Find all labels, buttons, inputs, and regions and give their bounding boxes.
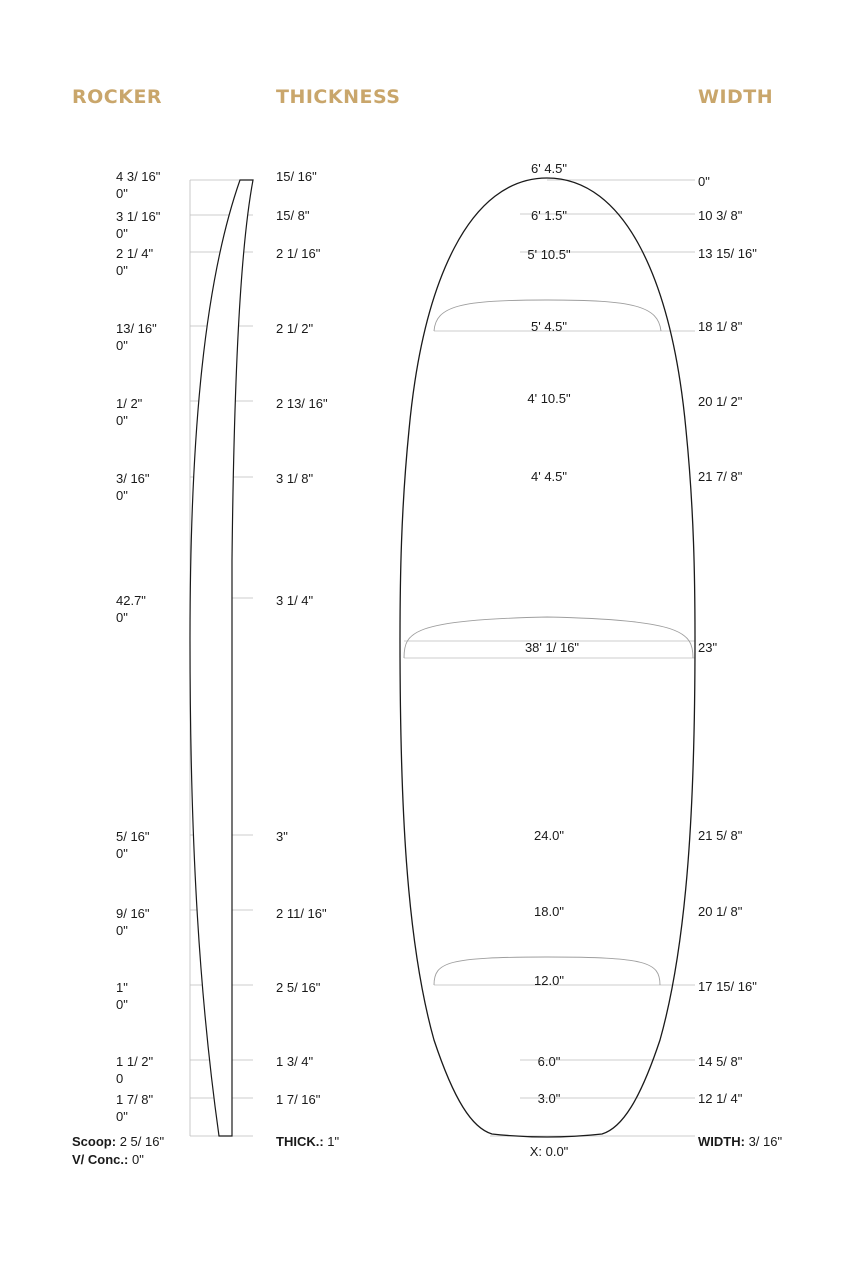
width-label: 13 15/ 16": [698, 246, 757, 261]
rocker-label: 3/ 16" 0": [116, 471, 150, 503]
station-label: 18.0": [534, 904, 564, 919]
width-heading: WIDTH: [698, 86, 774, 108]
station-label: X: 0.0": [529, 1144, 569, 1159]
station-label: 5' 4.5": [530, 319, 568, 334]
width-label: 21 5/ 8": [698, 828, 743, 843]
station-label: 6.0": [537, 1054, 561, 1069]
thickness-label: 2 1/ 2": [276, 321, 314, 336]
vconc-summary: [72, 1151, 144, 1169]
rocker-label: 5/ 16" 0": [116, 829, 150, 861]
width-label: 21 7/ 8": [698, 469, 743, 484]
width-label: 18 1/ 8": [698, 319, 743, 334]
width-label: 23": [698, 640, 718, 655]
station-label: 3.0": [537, 1091, 561, 1106]
thickness-label: 3 1/ 4": [276, 593, 314, 608]
vconc-label: V/ Conc.:: [72, 1152, 129, 1167]
rocker-label: 1/ 2" 0": [116, 396, 143, 428]
rocker-label: 1 1/ 2" 0: [116, 1054, 154, 1086]
width-label: 14 5/ 8": [698, 1054, 743, 1069]
scoop-summary: [72, 1133, 164, 1151]
rocker-label: 1 7/ 8" 0": [116, 1092, 154, 1124]
scoop-label: Scoop:: [72, 1134, 117, 1149]
scoop-value: 2 5/ 16": [119, 1134, 165, 1149]
rocker-label: 13/ 16" 0": [116, 321, 157, 353]
width-summary-value: 3/ 16": [748, 1134, 783, 1149]
station-label: 6' 1.5": [530, 208, 568, 223]
width-label: 0": [698, 174, 710, 189]
station-label: 6' 4.5": [530, 161, 568, 176]
thickness-label: 2 13/ 16": [276, 396, 328, 411]
thickness-label: 15/ 16": [276, 169, 317, 184]
thickness-label: 2 1/ 16": [276, 246, 321, 261]
thickness-label: 3 1/ 8": [276, 471, 314, 486]
station-label: 24.0": [534, 828, 564, 843]
station-label: 4' 4.5": [530, 469, 568, 484]
thickness-heading: THICKNESS: [276, 86, 401, 108]
rocker-label: 9/ 16" 0": [116, 906, 150, 938]
station-label: 5' 10.5": [527, 247, 571, 262]
thick-label: THICK.:: [276, 1134, 324, 1149]
thickness-label: 1 7/ 16": [276, 1092, 321, 1107]
station-label: 12.0": [534, 973, 564, 988]
thickness-label: 2 11/ 16": [276, 906, 327, 921]
width-label: 20 1/ 8": [698, 904, 743, 919]
thickness-label: 15/ 8": [276, 208, 310, 223]
width-summary-label: WIDTH:: [698, 1134, 745, 1149]
rocker-label: 42.7" 0": [116, 593, 146, 625]
station-label: 38' 1/ 16": [524, 640, 580, 655]
thickness-label: 3": [276, 829, 288, 844]
rocker-label: 1" 0": [116, 980, 128, 1012]
rocker-label: 3 1/ 16" 0": [116, 209, 161, 241]
width-label: 10 3/ 8": [698, 208, 743, 223]
thick-summary: [276, 1133, 339, 1151]
rocker-label: 2 1/ 4" 0": [116, 246, 154, 278]
rocker-label: 4 3/ 16" 0": [116, 169, 161, 201]
width-summary: [698, 1133, 782, 1151]
vconc-value: 0": [131, 1152, 144, 1167]
width-label: 12 1/ 4": [698, 1091, 743, 1106]
station-label: 4' 10.5": [527, 391, 571, 406]
thickness-label: 2 5/ 16": [276, 980, 321, 995]
width-label: 20 1/ 2": [698, 394, 743, 409]
thickness-label: 1 3/ 4": [276, 1054, 314, 1069]
rocker-profile-outline: [190, 180, 253, 1136]
rocker-heading: ROCKER: [72, 86, 163, 108]
thick-value: 1": [327, 1134, 340, 1149]
width-label: 17 15/ 16": [698, 979, 757, 994]
